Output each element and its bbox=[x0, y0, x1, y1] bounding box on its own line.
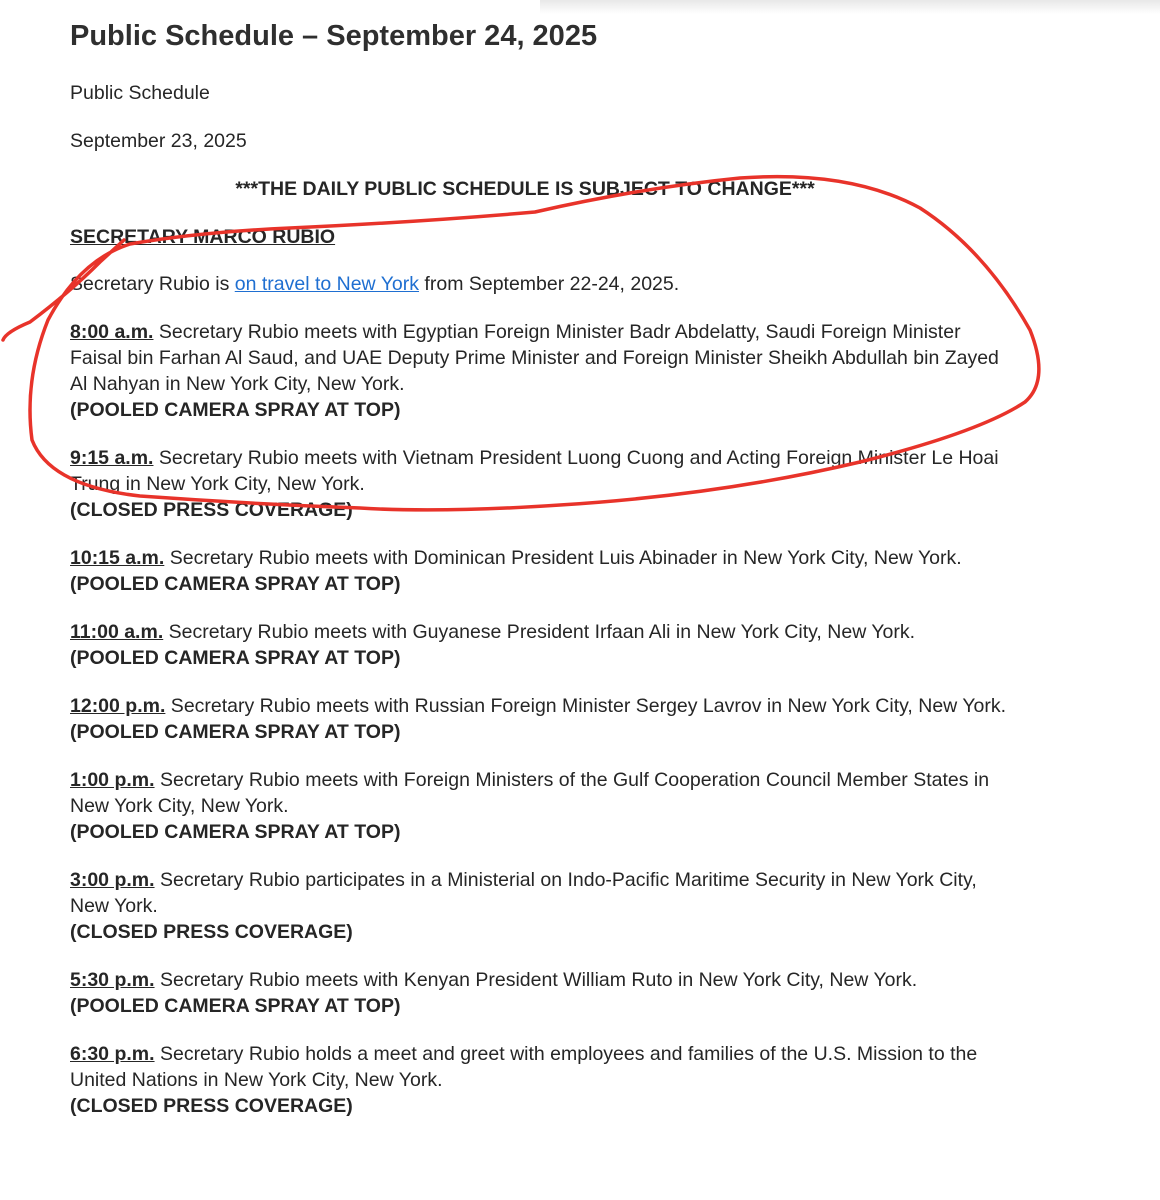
entry-coverage: (POOLED CAMERA SPRAY AT TOP) bbox=[70, 399, 401, 421]
entry-time: 10:15 a.m. bbox=[70, 547, 165, 569]
page-top-edge bbox=[540, 0, 1160, 14]
entry-time: 5:30 p.m. bbox=[70, 969, 155, 991]
schedule-entry bbox=[70, 967, 1010, 1019]
entry-text: Secretary Rubio meets with Foreign Ministers of the Gulf Cooperation Council Member States in New York City, New York. bbox=[70, 769, 990, 817]
entry-coverage: (POOLED CAMERA SPRAY AT TOP) bbox=[70, 647, 401, 669]
schedule-entry bbox=[70, 319, 1010, 423]
entry-coverage: (POOLED CAMERA SPRAY AT TOP) bbox=[70, 995, 401, 1017]
travel-prefix: Secretary Rubio is bbox=[70, 273, 235, 295]
entry-coverage: (POOLED CAMERA SPRAY AT TOP) bbox=[70, 821, 401, 843]
entry-time: 12:00 p.m. bbox=[70, 695, 166, 717]
travel-line bbox=[70, 271, 1010, 297]
schedule-entries bbox=[70, 319, 1010, 1119]
schedule-date: September 23, 2025 bbox=[70, 130, 247, 152]
entry-time: 9:15 a.m. bbox=[70, 447, 154, 469]
entry-time: 1:00 p.m. bbox=[70, 769, 155, 791]
schedule-document bbox=[70, 18, 1010, 1141]
schedule-entry bbox=[70, 767, 1010, 845]
entry-coverage: (CLOSED PRESS COVERAGE) bbox=[70, 921, 353, 943]
entry-coverage: (CLOSED PRESS COVERAGE) bbox=[70, 499, 353, 521]
schedule-entry bbox=[70, 693, 1010, 745]
entry-time: 6:30 p.m. bbox=[70, 1043, 155, 1065]
entry-coverage: (POOLED CAMERA SPRAY AT TOP) bbox=[70, 721, 401, 743]
entry-time: 3:00 p.m. bbox=[70, 869, 155, 891]
schedule-entry bbox=[70, 619, 1010, 671]
change-notice: ***THE DAILY PUBLIC SCHEDULE IS SUBJECT TO CHANGE*** bbox=[235, 178, 815, 200]
page-title: Public Schedule – September 24, 2025 bbox=[70, 20, 598, 52]
entry-text: Secretary Rubio meets with Egyptian Foreign Minister Badr Abdelatty, Saudi Foreign Minister Faisal bin Farhan Al Saud, and UAE Deputy Prime Minister and Foreign Minister Sheikh Abdullah bin Zayed Al Nahyan in New York City, New York. bbox=[70, 321, 999, 395]
schedule-entry bbox=[70, 1041, 1010, 1119]
travel-suffix: from September 22-24, 2025. bbox=[419, 273, 680, 295]
entry-text: Secretary Rubio meets with Russian Foreign Minister Sergey Lavrov in New York City, New York. bbox=[165, 695, 1007, 717]
entry-text: Secretary Rubio meets with Guyanese President Irfaan Ali in New York City, New York. bbox=[163, 621, 916, 643]
entry-coverage: (POOLED CAMERA SPRAY AT TOP) bbox=[70, 573, 401, 595]
schedule-label: Public Schedule bbox=[70, 82, 210, 104]
schedule-entry bbox=[70, 545, 1010, 597]
entry-time: 8:00 a.m. bbox=[70, 321, 154, 343]
entry-text: Secretary Rubio meets with Vietnam President Luong Cuong and Acting Foreign Minister Le Hoai Trung in New York City, New York. bbox=[70, 447, 999, 495]
entry-coverage: (CLOSED PRESS COVERAGE) bbox=[70, 1095, 353, 1117]
entry-text: Secretary Rubio meets with Kenyan President William Ruto in New York City, New York. bbox=[154, 969, 918, 991]
schedule-entry bbox=[70, 867, 1010, 945]
section-heading: SECRETARY MARCO RUBIO bbox=[70, 226, 336, 248]
schedule-entry bbox=[70, 445, 1010, 523]
entry-text: Secretary Rubio holds a meet and greet with employees and families of the U.S. Mission to the United Nations in New York City, New York. bbox=[70, 1043, 978, 1091]
entry-time: 11:00 a.m. bbox=[70, 621, 164, 643]
entry-text: Secretary Rubio participates in a Ministerial on Indo-Pacific Maritime Security in New York City, New York. bbox=[70, 869, 977, 917]
travel-link[interactable]: on travel to New York bbox=[234, 273, 420, 295]
entry-text: Secretary Rubio meets with Dominican President Luis Abinader in New York City, New York. bbox=[164, 547, 962, 569]
